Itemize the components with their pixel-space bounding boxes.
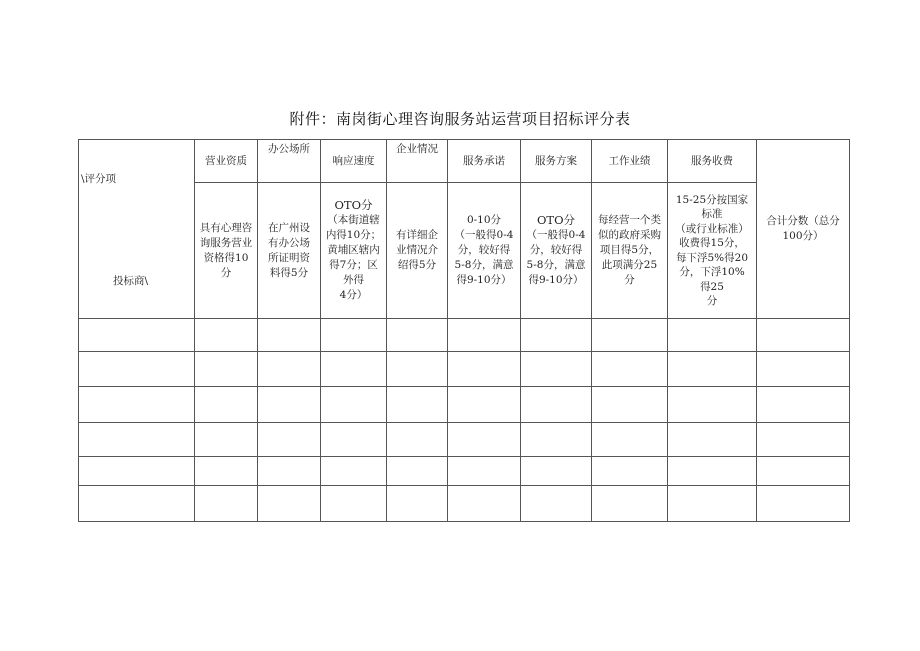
table-cell[interactable]: [592, 423, 668, 457]
criteria-line: 0-10分: [466, 214, 502, 226]
table-cell[interactable]: [668, 423, 757, 457]
table-cell[interactable]: [387, 352, 448, 387]
criteria-line: 15-25分按国家: [675, 193, 749, 206]
corner-label-criteria: \评分项: [81, 173, 117, 185]
criteria-plan: [521, 183, 592, 319]
table-cell[interactable]: [79, 423, 195, 457]
table-cell[interactable]: [521, 457, 592, 486]
table-cell[interactable]: [79, 352, 195, 387]
criteria-line: 得9-10分）: [456, 274, 512, 286]
criteria-line: 收费得15分，: [679, 237, 745, 249]
table-row: [79, 352, 850, 387]
table-cell[interactable]: [387, 387, 448, 423]
table-cell[interactable]: [79, 387, 195, 423]
criteria-response: [321, 183, 387, 319]
table-cell[interactable]: [321, 486, 387, 522]
corner-cell: [79, 140, 195, 319]
table-cell[interactable]: [195, 486, 258, 522]
table-cell[interactable]: [448, 319, 521, 352]
header-fee: 服务收费: [668, 140, 757, 183]
table-cell[interactable]: [668, 387, 757, 423]
header-performance: 工作业绩: [592, 140, 668, 183]
table-cell[interactable]: [79, 486, 195, 522]
criteria-line: OTO分: [334, 198, 373, 212]
table-cell[interactable]: [757, 319, 850, 352]
criteria-line: 此项满分25: [601, 259, 658, 271]
corner-label-bidder: 投标商\: [113, 275, 149, 287]
criteria-line: 外得: [343, 274, 364, 286]
criteria-line: 分: [706, 295, 718, 307]
criteria-line: 绍得5分: [397, 259, 437, 271]
criteria-line: 5-8分，满意: [526, 259, 586, 271]
criteria-line: 所证明资: [268, 251, 310, 264]
table-cell[interactable]: [592, 352, 668, 387]
criteria-line: （本街道辖: [327, 214, 380, 226]
table-cell[interactable]: [387, 423, 448, 457]
criteria-line: 分: [220, 266, 232, 279]
criteria-line: 每下浮5%得20: [675, 251, 749, 264]
table-cell[interactable]: [321, 319, 387, 352]
table-cell[interactable]: [448, 423, 521, 457]
table-cell[interactable]: [258, 352, 321, 387]
criteria-line: 黄埔区辖内: [327, 244, 380, 256]
criteria-office: [258, 183, 321, 319]
header-commitment: 服务承诺: [448, 140, 521, 183]
criteria-line: 得9-10分）: [528, 274, 584, 286]
table-row: [79, 486, 850, 522]
table-cell[interactable]: [195, 319, 258, 352]
table-cell[interactable]: [668, 352, 757, 387]
criteria-line: 项目得5分，: [599, 244, 660, 256]
criteria-line: 似的政府采购: [598, 229, 661, 241]
header-response: 响应速度: [321, 140, 387, 183]
header-enterprise: 企业情况: [387, 140, 448, 183]
criteria-line: （或行业标准）: [675, 222, 749, 235]
table-cell[interactable]: [521, 352, 592, 387]
table-cell[interactable]: [321, 352, 387, 387]
criteria-line: 4分）: [339, 289, 368, 301]
table-row: [79, 423, 850, 457]
criteria-line: 资格得10: [203, 251, 249, 264]
table-row: [79, 457, 850, 486]
table-cell[interactable]: [757, 352, 850, 387]
criteria-line: 分，较好得: [529, 244, 583, 256]
table-cell[interactable]: [668, 486, 757, 522]
criteria-commitment: [448, 183, 521, 319]
table-cell[interactable]: [258, 319, 321, 352]
table-cell[interactable]: [387, 319, 448, 352]
table-cell[interactable]: [79, 319, 195, 352]
table-cell[interactable]: [592, 486, 668, 522]
criteria-line: 内得10分；: [325, 229, 382, 241]
header-qualification: 营业资质: [195, 140, 258, 183]
table-cell[interactable]: [757, 486, 850, 522]
table-cell[interactable]: [592, 319, 668, 352]
header-total-label: 合计分数（总分100分）: [766, 215, 840, 242]
table-cell[interactable]: [668, 319, 757, 352]
criteria-line: 分，下浮10%: [679, 266, 745, 278]
table-row: [79, 387, 850, 423]
criteria-line: 有办公场: [268, 236, 310, 249]
table-cell[interactable]: [195, 352, 258, 387]
table-cell[interactable]: [258, 387, 321, 423]
table-cell[interactable]: [668, 457, 757, 486]
criteria-line: 标准: [701, 208, 723, 220]
criteria-performance: [592, 183, 668, 319]
criteria-line: 在广州设: [268, 221, 310, 234]
table-cell[interactable]: [448, 457, 521, 486]
table-cell[interactable]: [321, 387, 387, 423]
table-cell[interactable]: [195, 423, 258, 457]
criteria-line: 询服务营业: [199, 236, 253, 249]
criteria-line: 得25: [700, 280, 724, 293]
criteria-line: OTO分: [536, 213, 576, 227]
table-cell[interactable]: [258, 486, 321, 522]
header-plan: 服务方案: [521, 140, 592, 183]
criteria-enterprise: [387, 183, 448, 319]
table-cell[interactable]: [195, 457, 258, 486]
criteria-fee: [668, 183, 757, 319]
table-cell[interactable]: [195, 387, 258, 423]
table-cell[interactable]: [757, 387, 850, 423]
header-total: [757, 140, 850, 319]
table-cell[interactable]: [448, 486, 521, 522]
table-cell[interactable]: [521, 387, 592, 423]
criteria-line: 料得5分: [269, 266, 309, 279]
criteria-line: 业情况介: [396, 244, 438, 256]
table-cell[interactable]: [521, 423, 592, 457]
criteria-line: 有详细企: [396, 229, 438, 241]
table-cell[interactable]: [321, 423, 387, 457]
criteria-line: 5-8分，满意: [454, 259, 514, 271]
criteria-line: 得7分；区: [329, 259, 378, 271]
table-row: [79, 319, 850, 352]
table-cell[interactable]: [757, 423, 850, 457]
table-cell[interactable]: [448, 387, 521, 423]
criteria-line: （一般得0-4: [526, 229, 586, 241]
table-cell[interactable]: [79, 457, 195, 486]
criteria-line: 每经营一个类: [598, 214, 661, 226]
table-cell[interactable]: [448, 352, 521, 387]
table-cell[interactable]: [757, 457, 850, 486]
criteria-line: 分: [624, 274, 635, 286]
criteria-line: （一般得0-4: [454, 229, 514, 241]
table-cell[interactable]: [387, 457, 448, 486]
criteria-qualification: [195, 183, 258, 319]
table-cell[interactable]: [592, 387, 668, 423]
header-office: 办公场所: [258, 140, 321, 183]
criteria-line: 具有心理咨: [199, 221, 253, 234]
table-cell[interactable]: [521, 319, 592, 352]
table-cell[interactable]: [592, 457, 668, 486]
criteria-line: 分，较好得: [457, 244, 511, 256]
table-cell[interactable]: [521, 486, 592, 522]
table-cell[interactable]: [258, 457, 321, 486]
page-title: 附件：南岗街心理咨询服务站运营项目招标评分表: [289, 110, 631, 128]
scoring-table: [78, 139, 850, 522]
table-cell[interactable]: [321, 457, 387, 486]
table-cell[interactable]: [387, 486, 448, 522]
table-cell[interactable]: [258, 423, 321, 457]
